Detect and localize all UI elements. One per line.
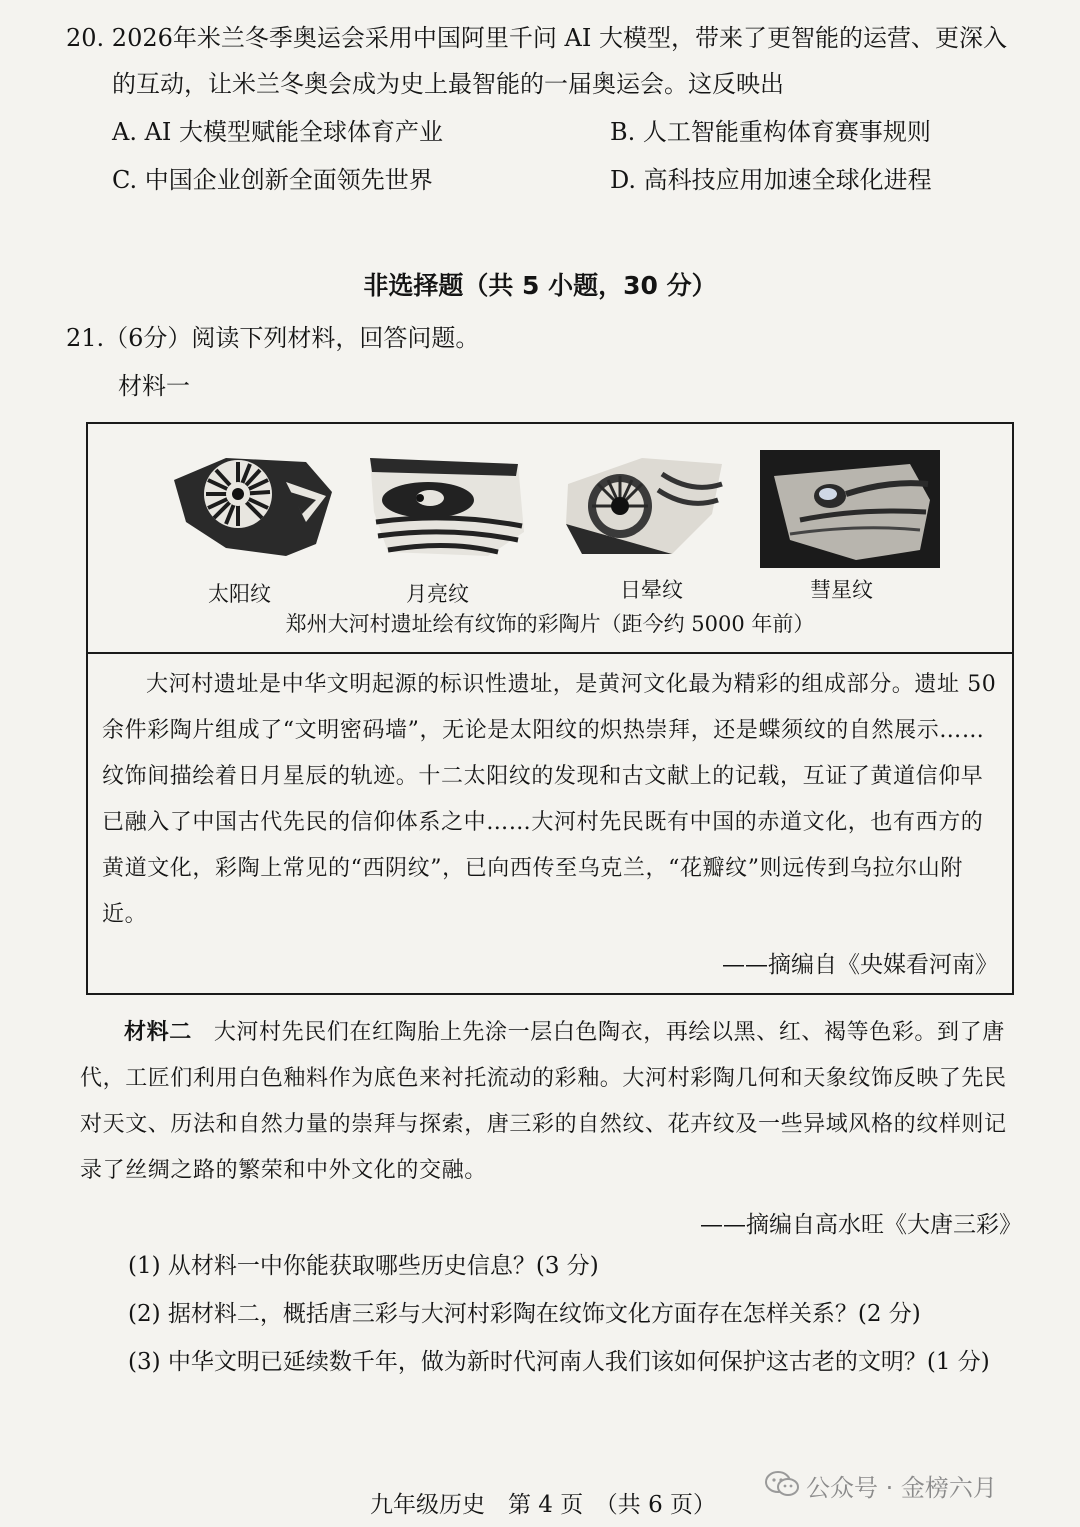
watermark-text: 公众号 · 金榜六月	[806, 1474, 997, 1502]
material2-text: 大河村先民们在红陶胎上先涂一层白色陶衣，再绘以黑、红、褐等色彩。到了唐代，工匠们利用白色釉料作为底色来衬托流动的彩釉。大河村彩陶几何和天象纹饰反映了先民对天文、历法和自然力量的崇拜与探索，唐三彩的自然纹、花卉纹及一些异域风格的纹样则记录了丝绸之路的繁荣和中外文化的交融。	[80, 1020, 1007, 1183]
material2-label: 材料二	[124, 1020, 192, 1045]
q20-stem-line-2: 的互动，让米兰冬奥会成为史上最智能的一届奥运会。这反映出	[112, 70, 784, 98]
q21-subquestion-1: (1) 从材料一中你能获取哪些历史信息？(3 分)	[128, 1253, 599, 1279]
material1-label: 材料一	[118, 372, 190, 400]
caption-halo-pattern: 日晕纹	[620, 578, 683, 602]
q20-option-d: D. 高科技应用加速全球化进程	[610, 166, 932, 194]
material1-text: 大河村遗址是中华文明起源的标识性遗址，是黄河文化最为精彩的组成部分。遗址 50 余件彩陶片组成了“文明密码墙”，无论是太阳纹的炽热崇拜，还是蝶须纹的自然展示……纹饰间描绘着日月星辰的轨迹。十二太阳纹的发现和古文献上的记载，互证了黄道信仰早已融入了中国古代先民的信仰体系之中……大河村先民既有中国的赤道文化，也有西方的黄道文化，彩陶上常见的“西阴纹”，已向西传至乌克兰，“花瓣纹”则远传到乌拉尔山附近。	[102, 672, 997, 927]
page-footer: 九年级历史 第 4 页 （共 6 页）	[370, 1492, 717, 1518]
q20-option-a: A. AI 大模型赋能全球体育产业	[112, 118, 444, 146]
material1-source: ——摘编自《央媒看河南》	[722, 952, 998, 978]
moon-pattern-shard-image	[368, 452, 528, 562]
material1-box	[86, 422, 1014, 995]
figure-caption: 郑州大河村遗址绘有纹饰的彩陶片（距今约 5000 年前）	[285, 612, 815, 636]
section-title: 非选择题（共 5 小题，30 分）	[363, 271, 717, 300]
caption-moon-pattern: 月亮纹	[406, 582, 469, 606]
comet-pattern-shard-image	[760, 450, 940, 568]
wechat-icon	[765, 1470, 799, 1498]
material2-source: ——摘编自高水旺《大唐三彩》	[700, 1212, 1022, 1238]
box-divider	[88, 652, 1012, 654]
material2-paragraph	[80, 1010, 1024, 1194]
q20-stem-line-1: 20. 2026年米兰冬季奥运会采用中国阿里千问 AI 大模型，带来了更智能的运营、更深入	[66, 24, 1007, 52]
q20-option-c: C. 中国企业创新全面领先世界	[112, 166, 433, 194]
q21-subquestion-3: (3) 中华文明已延续数千年，做为新时代河南人我们该如何保护这古老的文明？(1 分)	[128, 1349, 990, 1375]
halo-pattern-shard-image	[562, 454, 732, 558]
q21-subquestion-2: (2) 据材料二，概括唐三彩与大河村彩陶在纹饰文化方面存在怎样关系？(2 分)	[128, 1301, 921, 1327]
caption-comet-pattern: 彗星纹	[810, 578, 873, 602]
sun-pattern-shard-image	[166, 452, 336, 562]
q20-option-b: B. 人工智能重构体育赛事规则	[610, 118, 931, 146]
caption-sun-pattern: 太阳纹	[208, 582, 271, 606]
q21-header: 21.（6分）阅读下列材料，回答问题。	[66, 324, 480, 352]
